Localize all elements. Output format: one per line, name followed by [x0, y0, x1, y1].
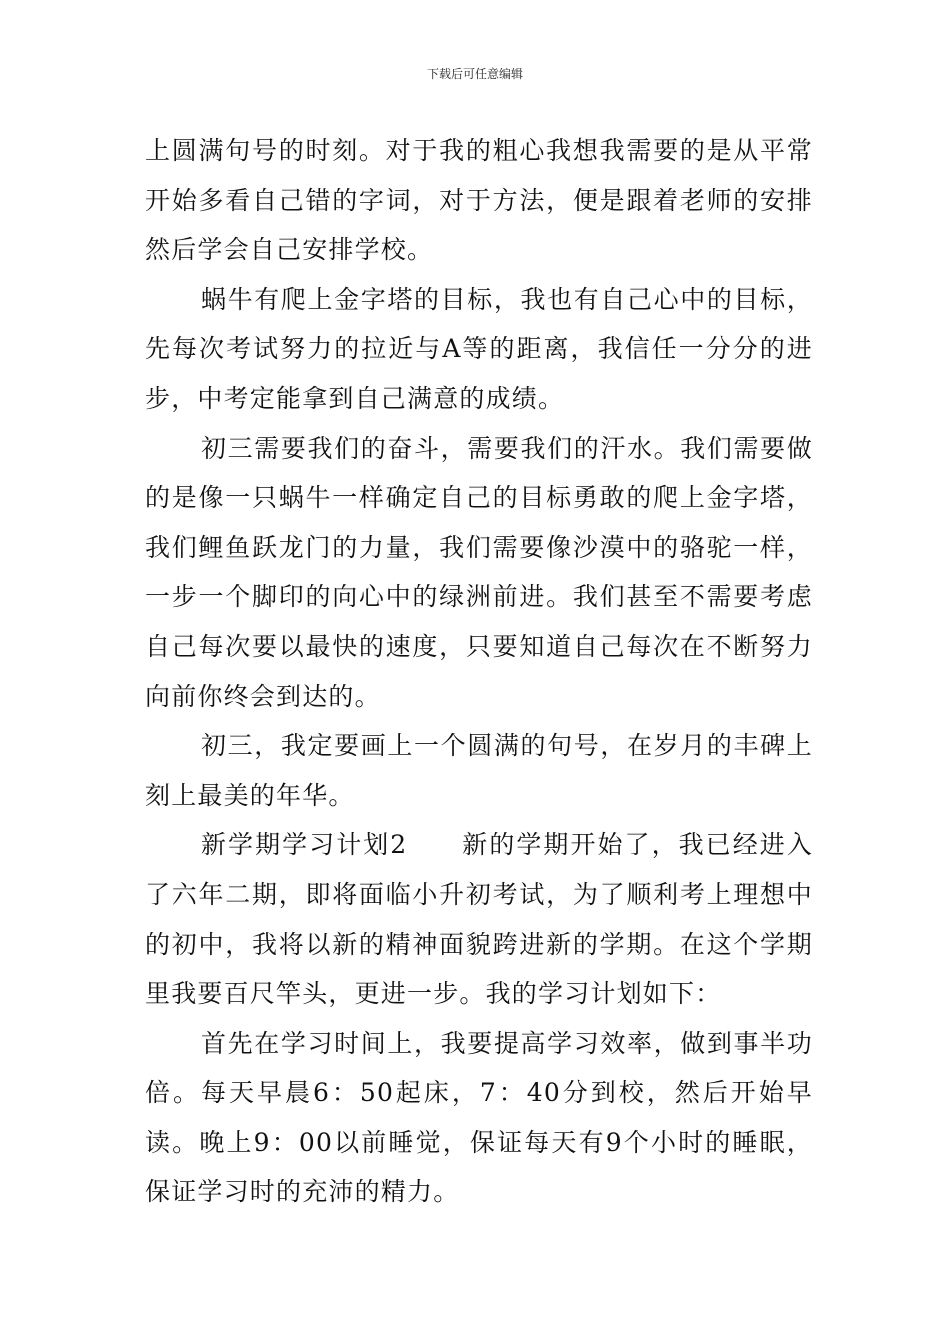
- paragraph-full-stop: 初三，我定要画上一个圆满的句号，在岁月的丰碑上刻上最美的年华。: [145, 731, 813, 810]
- paragraph-study-plan-2: 新学期学习计划2 新的学期开始了，我已经进入了六年二期，即将面临小升初考试，为了顺利考上理想中的初中，我将以新的精神面貌跨进新的学期。在这个学期里我要百尺竿头，更进一步。我的学习计划如下：: [145, 830, 813, 1009]
- paragraph-continuation: 上圆满句号的时刻。对于我的粗心我想我需要的是从平常开始多看自己错的字词，对于方法，便是跟着老师的安排然后学会自己安排学校。: [145, 136, 813, 265]
- paragraph-snail-goal: 蜗牛有爬上金字塔的目标，我也有自己心中的目标，先每次考试努力的拉近与A等的距离，我信任一分分的进步，中考定能拿到自己满意的成绩。: [145, 284, 813, 413]
- paragraph-study-time: 首先在学习时间上，我要提高学习效率，做到事半功倍。每天早晨6：50起床，7：40分到校，然后开始早读。晚上9：00以前睡觉，保证每天有9个小时的睡眠，保证学习时的充沛的精力。: [145, 1028, 813, 1207]
- document-body: [145, 126, 813, 1217]
- paragraph-struggle: 初三需要我们的奋斗，需要我们的汗水。我们需要做的是像一只蜗牛一样确定自己的目标勇敢的爬上金字塔，我们鲤鱼跃龙门的力量，我们需要像沙漠中的骆驼一样，一步一个脚印的向心中的绿洲前进。我们甚至不需要考虑自己每次要以最快的速度，只要知道自己每次在不断努力向前你终会到达的。: [145, 433, 813, 711]
- page-header: 下载后可任意编辑: [426, 67, 523, 81]
